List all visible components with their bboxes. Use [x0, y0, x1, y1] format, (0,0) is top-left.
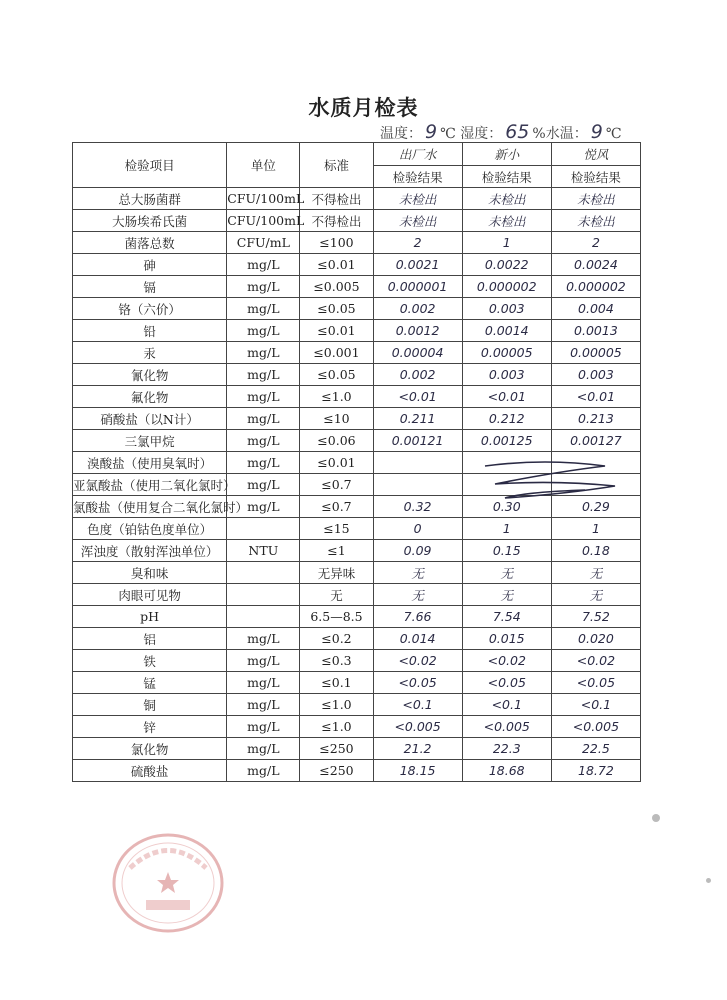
result-value: 0.00125 [462, 430, 551, 452]
table-row [73, 210, 641, 232]
item-unit [227, 562, 300, 584]
item-unit: mg/L [227, 716, 300, 738]
table-row [73, 650, 641, 672]
result-value: 0.000002 [551, 276, 640, 298]
item-standard: 不得检出 [300, 210, 373, 232]
item-standard: ≤0.05 [300, 298, 373, 320]
result-value: 2 [373, 232, 462, 254]
item-name: 三氯甲烷 [73, 430, 227, 452]
result-value: 未检出 [462, 188, 551, 210]
item-name: 色度（铂钴色度单位） [73, 518, 227, 540]
item-standard: ≤0.7 [300, 474, 373, 496]
item-name: 大肠埃希氏菌 [73, 210, 227, 232]
table-row [73, 232, 641, 254]
humidity-label: 湿度： [460, 126, 503, 142]
item-standard: ≤0.001 [300, 342, 373, 364]
item-standard: ≤0.01 [300, 320, 373, 342]
result-value: 7.54 [462, 606, 551, 628]
result-value [373, 474, 462, 496]
item-unit: CFU/100mL [227, 210, 300, 232]
result-value: 未检出 [373, 210, 462, 232]
table-row [73, 276, 641, 298]
result-value: 0.000002 [462, 276, 551, 298]
item-unit: NTU [227, 540, 300, 562]
table-row [73, 452, 641, 474]
result-value: <0.02 [373, 650, 462, 672]
item-standard: ≤0.005 [300, 276, 373, 298]
result-value: 无 [551, 584, 640, 606]
item-unit: mg/L [227, 474, 300, 496]
result-value [462, 474, 551, 496]
item-standard: ≤0.7 [300, 496, 373, 518]
item-name: 铬（六价） [73, 298, 227, 320]
result-value: 7.52 [551, 606, 640, 628]
result-value: 0.0024 [551, 254, 640, 276]
table-row [73, 518, 641, 540]
result-value: 1 [551, 518, 640, 540]
result-value: 21.2 [373, 738, 462, 760]
item-name: 菌落总数 [73, 232, 227, 254]
result-value: 0.002 [373, 364, 462, 386]
item-name: 氯酸盐（使用复合二氧化氯时） [73, 496, 227, 518]
item-unit: CFU/mL [227, 232, 300, 254]
item-unit: mg/L [227, 408, 300, 430]
result-value: 0.213 [551, 408, 640, 430]
result-value: 0.212 [462, 408, 551, 430]
result-value: 0.15 [462, 540, 551, 562]
item-standard: ≤0.2 [300, 628, 373, 650]
result-value: 0.0012 [373, 320, 462, 342]
table-row [73, 320, 641, 342]
header-result: 检验结果 [373, 166, 462, 188]
item-name: 溴酸盐（使用臭氧时） [73, 452, 227, 474]
item-name: 氟化物 [73, 386, 227, 408]
result-value: 0.003 [551, 364, 640, 386]
result-value: 0.004 [551, 298, 640, 320]
result-value: <0.02 [462, 650, 551, 672]
item-name: 铁 [73, 650, 227, 672]
item-standard: 无 [300, 584, 373, 606]
result-value: 1 [462, 232, 551, 254]
item-standard: ≤1.0 [300, 716, 373, 738]
temperature-value: 9 [425, 121, 438, 143]
result-value [551, 474, 640, 496]
item-name: 硫酸盐 [73, 760, 227, 782]
result-value: <0.1 [373, 694, 462, 716]
item-standard: ≤0.01 [300, 254, 373, 276]
table-row [73, 716, 641, 738]
temperature-unit: ℃ [440, 126, 456, 142]
table-row [73, 474, 641, 496]
result-value: <0.01 [373, 386, 462, 408]
table-row [73, 540, 641, 562]
result-value [551, 452, 640, 474]
item-name: 镉 [73, 276, 227, 298]
table-row [73, 188, 641, 210]
result-value: 未检出 [462, 210, 551, 232]
result-value: 0.003 [462, 298, 551, 320]
item-unit: mg/L [227, 694, 300, 716]
result-value: 0.30 [462, 496, 551, 518]
item-standard: ≤15 [300, 518, 373, 540]
table-row [73, 628, 641, 650]
table-row [73, 408, 641, 430]
item-standard: 6.5—8.5 [300, 606, 373, 628]
result-value: <0.1 [462, 694, 551, 716]
water-temperature-label: 水温： [545, 126, 588, 142]
header-site-xinxiao: 新小 [462, 143, 551, 166]
result-value: 0.211 [373, 408, 462, 430]
item-unit: CFU/100mL [227, 188, 300, 210]
result-value: 无 [373, 584, 462, 606]
result-value: 1 [462, 518, 551, 540]
table-row [73, 584, 641, 606]
result-value: 0.09 [373, 540, 462, 562]
item-name: 铜 [73, 694, 227, 716]
item-unit: mg/L [227, 738, 300, 760]
item-name: 硝酸盐（以N计） [73, 408, 227, 430]
item-name: 锌 [73, 716, 227, 738]
item-unit: mg/L [227, 672, 300, 694]
result-value: 0.003 [462, 364, 551, 386]
item-standard: ≤0.3 [300, 650, 373, 672]
table-row [73, 760, 641, 782]
table-row [73, 386, 641, 408]
result-value: <0.005 [462, 716, 551, 738]
table-row [73, 738, 641, 760]
header-unit: 单位 [227, 143, 300, 188]
item-standard: ≤0.05 [300, 364, 373, 386]
result-value: 无 [551, 562, 640, 584]
result-value: 0.00005 [462, 342, 551, 364]
temperature-label: 温度： [380, 126, 422, 142]
item-standard: ≤0.01 [300, 452, 373, 474]
item-name: 汞 [73, 342, 227, 364]
table-row [73, 606, 641, 628]
item-unit: mg/L [227, 276, 300, 298]
result-value: 0.00121 [373, 430, 462, 452]
item-standard: ≤1 [300, 540, 373, 562]
table-row [73, 672, 641, 694]
result-value: 无 [373, 562, 462, 584]
item-standard: ≤1.0 [300, 386, 373, 408]
item-unit: mg/L [227, 650, 300, 672]
item-unit: mg/L [227, 298, 300, 320]
item-name: 臭和味 [73, 562, 227, 584]
result-value: <0.01 [551, 386, 640, 408]
item-standard: 不得检出 [300, 188, 373, 210]
item-unit: mg/L [227, 342, 300, 364]
header-standard: 标准 [300, 143, 373, 188]
item-name: 氯化物 [73, 738, 227, 760]
item-name: 浑浊度（散射浑浊单位） [73, 540, 227, 562]
item-unit: mg/L [227, 452, 300, 474]
result-value: 0.0013 [551, 320, 640, 342]
result-value: 0.0022 [462, 254, 551, 276]
result-value [373, 452, 462, 474]
result-value: <0.05 [462, 672, 551, 694]
item-name: 亚氯酸盐（使用二氧化氯时） [73, 474, 227, 496]
item-standard: ≤0.06 [300, 430, 373, 452]
header-site-yuefeng: 悦风 [551, 143, 640, 166]
item-standard: 无异味 [300, 562, 373, 584]
table-row [73, 694, 641, 716]
result-value: 0.002 [373, 298, 462, 320]
water-temperature-value: 9 [590, 121, 603, 143]
result-value: 未检出 [373, 188, 462, 210]
header-site-factory: 出厂水 [373, 143, 462, 166]
item-unit [227, 584, 300, 606]
item-unit: mg/L [227, 760, 300, 782]
result-value: 无 [462, 584, 551, 606]
item-standard: ≤1.0 [300, 694, 373, 716]
item-standard: ≤0.1 [300, 672, 373, 694]
result-value: 18.72 [551, 760, 640, 782]
table-row [73, 430, 641, 452]
result-value: 22.3 [462, 738, 551, 760]
result-value: 0.020 [551, 628, 640, 650]
result-value: <0.01 [462, 386, 551, 408]
item-name: 砷 [73, 254, 227, 276]
company-seal [108, 828, 228, 938]
item-standard: ≤10 [300, 408, 373, 430]
humidity-value: 65 [505, 121, 530, 143]
water-temperature-unit: ℃ [605, 126, 622, 142]
result-value: <0.005 [551, 716, 640, 738]
item-standard: ≤250 [300, 738, 373, 760]
scan-mark [706, 878, 711, 883]
result-value: 0.32 [373, 496, 462, 518]
item-name: 铝 [73, 628, 227, 650]
result-value: 0 [373, 518, 462, 540]
result-value: 0.0014 [462, 320, 551, 342]
table-row [73, 364, 641, 386]
item-unit: mg/L [227, 386, 300, 408]
result-value: <0.02 [551, 650, 640, 672]
item-unit: mg/L [227, 628, 300, 650]
item-unit: mg/L [227, 254, 300, 276]
item-name: 肉眼可见物 [73, 584, 227, 606]
table-row [73, 254, 641, 276]
result-value: 0.015 [462, 628, 551, 650]
result-value: <0.05 [373, 672, 462, 694]
result-value: 18.15 [373, 760, 462, 782]
result-value: <0.1 [551, 694, 640, 716]
humidity-unit: % [532, 126, 546, 142]
item-standard: ≤250 [300, 760, 373, 782]
result-value: <0.005 [373, 716, 462, 738]
table-row [73, 562, 641, 584]
result-value [462, 452, 551, 474]
result-value: 0.014 [373, 628, 462, 650]
item-standard: ≤100 [300, 232, 373, 254]
environment-readings [380, 121, 621, 143]
table-row [73, 342, 641, 364]
result-value: 未检出 [551, 210, 640, 232]
result-value: 2 [551, 232, 640, 254]
scan-mark [652, 814, 660, 822]
item-unit: mg/L [227, 364, 300, 386]
inspection-table [72, 142, 641, 782]
item-unit [227, 606, 300, 628]
result-value: 7.66 [373, 606, 462, 628]
result-value: <0.05 [551, 672, 640, 694]
item-unit: mg/L [227, 320, 300, 342]
item-name: 锰 [73, 672, 227, 694]
item-unit: mg/L [227, 496, 300, 518]
table-row [73, 496, 641, 518]
item-name: pH [73, 606, 227, 628]
result-value: 0.29 [551, 496, 640, 518]
result-value: 0.00127 [551, 430, 640, 452]
result-value: 0.00004 [373, 342, 462, 364]
result-value: 0.0021 [373, 254, 462, 276]
result-value: 22.5 [551, 738, 640, 760]
result-value: 无 [462, 562, 551, 584]
item-name: 铅 [73, 320, 227, 342]
result-value: 0.00005 [551, 342, 640, 364]
item-unit: mg/L [227, 430, 300, 452]
header-result: 检验结果 [551, 166, 640, 188]
result-value: 0.000001 [373, 276, 462, 298]
table-row [73, 298, 641, 320]
header-item: 检验项目 [73, 143, 227, 188]
header-result: 检验结果 [462, 166, 551, 188]
page-title: 水质月检表 [308, 95, 419, 120]
item-name: 氰化物 [73, 364, 227, 386]
result-value: 0.18 [551, 540, 640, 562]
table-body [73, 188, 641, 782]
item-unit [227, 518, 300, 540]
result-value: 未检出 [551, 188, 640, 210]
result-value: 18.68 [462, 760, 551, 782]
item-name: 总大肠菌群 [73, 188, 227, 210]
